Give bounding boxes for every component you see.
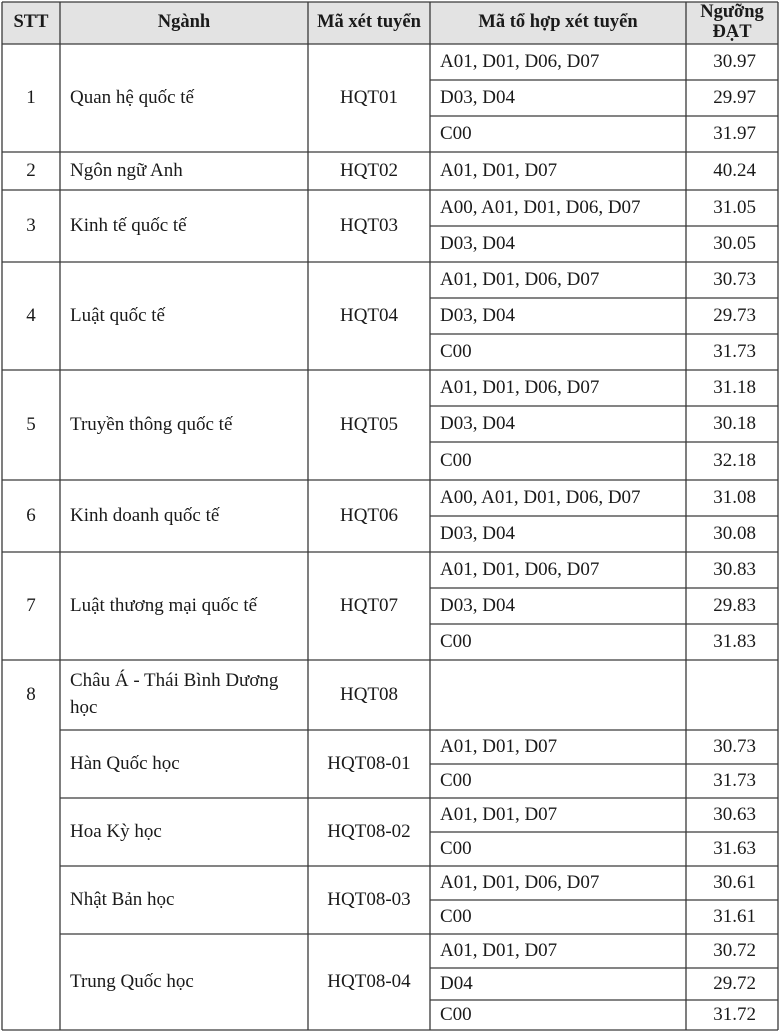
major-name-cell	[60, 262, 308, 370]
subject-combo-cell-text: D03, D04	[440, 86, 515, 108]
threshold-score-cell-text: 29.73	[713, 304, 756, 326]
stt-cell	[2, 480, 60, 552]
major-code-cell-text: HQT08	[339, 683, 399, 705]
subject-combo-cell	[430, 764, 686, 798]
threshold-score-cell	[686, 226, 778, 262]
threshold-score-cell-text: 30.08	[713, 522, 756, 544]
major-code-cell	[308, 866, 430, 934]
major-code-cell	[308, 552, 430, 660]
threshold-score-cell-text: 30.18	[713, 412, 756, 434]
subject-combo-cell-text: A01, D01, D07	[440, 735, 558, 757]
major-code-cell-text: HQT07	[339, 594, 399, 616]
subject-combo-cell	[430, 900, 686, 934]
threshold-score-cell	[686, 370, 778, 406]
subject-combo-cell-text: A01, D01, D07	[440, 159, 558, 181]
subject-combo-cell	[430, 262, 686, 298]
threshold-score-cell-text: 30.73	[713, 735, 756, 757]
major-name-cell	[60, 660, 308, 730]
subject-combo-cell	[430, 298, 686, 334]
major-code-cell	[308, 480, 430, 552]
threshold-score-cell	[686, 866, 778, 900]
subject-combo-cell-text: C00	[440, 1003, 472, 1025]
subject-combo-cell-text: A01, D01, D06, D07	[440, 871, 600, 893]
threshold-score-cell	[686, 968, 778, 1000]
subject-combo-cell	[430, 406, 686, 442]
stt-cell	[2, 552, 60, 660]
major-name-cell-text: Hoa Kỳ học	[70, 820, 162, 842]
stt-cell	[2, 660, 60, 730]
stt-cell-text: 2	[26, 159, 36, 181]
subject-combo-cell-text: C00	[440, 449, 472, 471]
threshold-score-cell	[686, 116, 778, 152]
threshold-score-cell-text: 30.73	[713, 268, 756, 290]
stt-cell	[2, 190, 60, 262]
subject-combo-cell-text: A00, A01, D01, D06, D07	[440, 486, 641, 508]
subject-combo-cell-text: D03, D04	[440, 594, 515, 616]
threshold-score-cell-text: 31.08	[713, 486, 756, 508]
threshold-score-cell	[686, 190, 778, 226]
threshold-score-cell-text: 31.73	[713, 769, 756, 791]
major-name-cell	[60, 370, 308, 480]
header-nganh-text: Ngành	[157, 12, 211, 33]
threshold-score-cell-text: 30.05	[713, 232, 756, 254]
stt-cell-text: 1	[26, 86, 36, 108]
subject-combo-cell-text: A01, D01, D07	[440, 803, 558, 825]
threshold-score-cell-text: 31.63	[713, 837, 756, 859]
major-code-cell	[308, 934, 430, 1030]
subject-combo-cell-text: C00	[440, 340, 472, 362]
subject-combo-cell-text: A01, D01, D06, D07	[440, 268, 600, 290]
subject-combo-cell-text: D03, D04	[440, 522, 515, 544]
major-code-cell	[308, 44, 430, 152]
major-code-cell-text: HQT08-03	[327, 888, 411, 910]
major-name-cell-text: Ngôn ngữ Anh	[70, 159, 183, 181]
major-name-cell-text: Trung Quốc học	[70, 970, 194, 992]
threshold-score-cell-text: 31.73	[713, 340, 756, 362]
header-nguong-text: Ngưỡng ĐẠT	[700, 2, 764, 42]
major-code-cell-text: HQT08-04	[327, 970, 411, 992]
major-code-cell-text: HQT06	[339, 504, 399, 526]
subject-combo-cell-text: A01, D01, D06, D07	[440, 50, 600, 72]
major-code-cell-text: HQT08-01	[327, 752, 411, 774]
subject-combo-cell	[430, 80, 686, 116]
header-nguong	[686, 2, 778, 44]
subject-combo-cell	[430, 660, 686, 730]
threshold-score-cell	[686, 334, 778, 370]
threshold-score-cell	[686, 764, 778, 798]
subject-combo-cell	[430, 730, 686, 764]
threshold-score-cell	[686, 44, 778, 80]
subject-combo-cell-text: D04	[440, 972, 473, 994]
threshold-score-cell-text: 30.72	[713, 939, 756, 961]
header-stt-text: STT	[13, 12, 49, 33]
threshold-score-cell	[686, 934, 778, 968]
threshold-score-cell	[686, 298, 778, 334]
threshold-score-cell	[686, 406, 778, 442]
major-name-cell-text: Luật quốc tế	[70, 304, 165, 326]
major-name-cell	[60, 798, 308, 866]
subject-combo-cell	[430, 866, 686, 900]
subject-combo-cell-text: A01, D01, D06, D07	[440, 376, 600, 398]
threshold-score-cell-text: 32.18	[713, 449, 756, 471]
threshold-score-cell	[686, 798, 778, 832]
major-name-cell	[60, 44, 308, 152]
major-name-cell	[60, 934, 308, 1030]
subject-combo-cell-text: A00, A01, D01, D06, D07	[440, 196, 641, 218]
subject-combo-cell	[430, 152, 686, 190]
major-code-cell-text: HQT02	[339, 159, 399, 181]
major-code-cell	[308, 730, 430, 798]
major-name-cell	[60, 480, 308, 552]
major-code-cell	[308, 190, 430, 262]
subject-combo-cell	[430, 552, 686, 588]
threshold-score-cell-text: 40.24	[713, 159, 756, 181]
major-code-cell-text: HQT08-02	[327, 820, 411, 842]
major-code-cell	[308, 370, 430, 480]
header-stt	[2, 2, 60, 44]
header-ma-xet-tuyen-text: Mã xét tuyển	[317, 12, 421, 33]
subject-combo-cell	[430, 798, 686, 832]
threshold-score-cell-text: 31.05	[713, 196, 756, 218]
subject-combo-cell	[430, 480, 686, 516]
threshold-score-cell	[686, 152, 778, 190]
subject-combo-cell	[430, 44, 686, 80]
major-name-cell-text: Kinh tế quốc tế	[70, 214, 187, 236]
subject-combo-cell-text: C00	[440, 630, 472, 652]
header-ma-to-hop-text: Mã tổ hợp xét tuyển	[478, 12, 638, 33]
header-ma-xet-tuyen	[308, 2, 430, 44]
subject-combo-cell-text: D03, D04	[440, 304, 515, 326]
threshold-score-cell	[686, 442, 778, 480]
stt-cell-text: 8	[26, 683, 36, 705]
major-code-cell	[308, 798, 430, 866]
threshold-score-cell	[686, 900, 778, 934]
threshold-score-cell	[686, 660, 778, 730]
subject-combo-cell	[430, 516, 686, 552]
threshold-score-cell-text: 30.63	[713, 803, 756, 825]
threshold-score-cell	[686, 730, 778, 764]
major-code-cell-text: HQT03	[339, 214, 399, 236]
major-code-cell-text: HQT04	[339, 304, 399, 326]
major-code-cell-text: HQT05	[339, 413, 399, 435]
subject-combo-cell-text: D03, D04	[440, 412, 515, 434]
header-nganh	[60, 2, 308, 44]
threshold-score-cell-text: 29.83	[713, 594, 756, 616]
major-name-cell-text: Luật thương mại quốc tế	[70, 594, 258, 616]
stt-cell-text: 3	[26, 214, 36, 236]
subject-combo-cell	[430, 588, 686, 624]
stt-cell-text: 6	[26, 504, 36, 526]
major-name-cell	[60, 730, 308, 798]
subject-combo-cell	[430, 624, 686, 660]
threshold-score-cell-text: 31.61	[713, 905, 756, 927]
threshold-score-cell-text: 30.83	[713, 558, 756, 580]
stt-cell	[2, 370, 60, 480]
threshold-score-cell	[686, 624, 778, 660]
subject-combo-cell-text: C00	[440, 905, 472, 927]
threshold-score-cell-text: 31.18	[713, 376, 756, 398]
threshold-score-cell-text: 30.61	[713, 871, 756, 893]
stt-cell	[2, 44, 60, 152]
major-code-cell	[308, 660, 430, 730]
threshold-score-cell-text: 29.72	[713, 972, 756, 994]
stt-cell-text: 7	[26, 594, 36, 616]
subject-combo-cell	[430, 226, 686, 262]
subject-combo-cell	[430, 190, 686, 226]
subject-combo-cell	[430, 832, 686, 866]
header-ma-to-hop	[430, 2, 686, 44]
subject-combo-cell	[430, 442, 686, 480]
subject-combo-cell	[430, 116, 686, 152]
threshold-score-cell-text: 31.72	[713, 1003, 756, 1025]
threshold-score-cell	[686, 832, 778, 866]
stt-cell	[2, 152, 60, 190]
major-name-cell	[60, 190, 308, 262]
threshold-score-cell-text: 29.97	[713, 86, 756, 108]
threshold-score-cell-text: 31.97	[713, 122, 756, 144]
subject-combo-cell	[430, 1000, 686, 1030]
subject-combo-cell-text: C00	[440, 837, 472, 859]
stt-cell-text: 4	[26, 304, 36, 326]
subject-combo-cell	[430, 934, 686, 968]
threshold-score-cell	[686, 552, 778, 588]
major-code-cell	[308, 152, 430, 190]
stt-cell-text: 5	[26, 413, 36, 435]
subject-combo-cell-text: A01, D01, D07	[440, 939, 558, 961]
major-code-cell-text: HQT01	[339, 86, 399, 108]
major-name-cell-text: Hàn Quốc học	[70, 752, 180, 774]
major-name-cell-text: Châu Á - Thái Bình Dương học	[70, 670, 279, 718]
major-name-cell-text: Kinh doanh quốc tế	[70, 504, 220, 526]
threshold-score-cell	[686, 588, 778, 624]
major-name-cell	[60, 152, 308, 190]
stt-cell	[2, 262, 60, 370]
major-name-cell	[60, 866, 308, 934]
subject-combo-cell	[430, 370, 686, 406]
threshold-score-cell	[686, 1000, 778, 1030]
major-name-cell-text: Truyền thông quốc tế	[70, 413, 233, 435]
threshold-score-cell	[686, 80, 778, 116]
major-name-cell-text: Nhật Bản học	[70, 888, 175, 910]
threshold-score-cell-text: 31.83	[713, 630, 756, 652]
major-name-cell-text: Quan hệ quốc tế	[70, 86, 194, 108]
subject-combo-cell-text: A01, D01, D06, D07	[440, 558, 600, 580]
major-name-cell	[60, 552, 308, 660]
threshold-score-cell	[686, 516, 778, 552]
subject-combo-cell-text: C00	[440, 769, 472, 791]
major-code-cell	[308, 262, 430, 370]
subject-combo-cell-text: C00	[440, 122, 472, 144]
threshold-score-cell	[686, 480, 778, 516]
threshold-score-cell	[686, 262, 778, 298]
subject-combo-cell	[430, 968, 686, 1000]
subject-combo-cell-text: D03, D04	[440, 232, 515, 254]
threshold-score-cell-text: 30.97	[713, 50, 756, 72]
subject-combo-cell	[430, 334, 686, 370]
